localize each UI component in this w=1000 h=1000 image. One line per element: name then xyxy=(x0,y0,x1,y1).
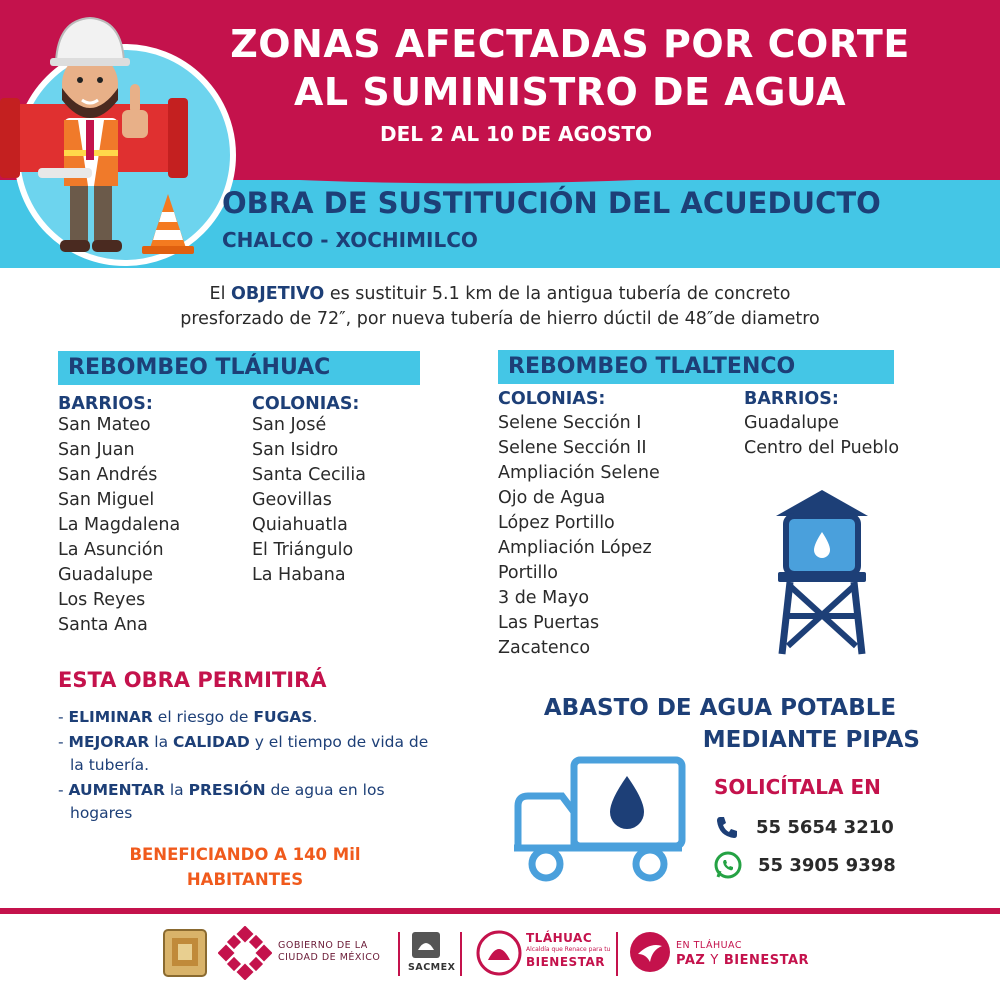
phone-number[interactable]: 55 5654 3210 xyxy=(756,816,894,838)
barrio-item: Centro del Pueblo xyxy=(744,438,900,458)
main-title-line2: AL SUMINISTRO DE AGUA xyxy=(294,70,846,114)
colonia-item: 3 de Mayo xyxy=(498,588,590,608)
sacmex-text: SACMEX xyxy=(408,962,456,973)
colonia-item: Ampliación Selene xyxy=(498,463,660,483)
colonia-item: López Portillo xyxy=(498,513,615,533)
abasto-heading: ABASTO DE AGUA POTABLE MEDIANTE PIPAS xyxy=(543,695,920,753)
barrio-item: Santa Ana xyxy=(58,615,148,635)
colonia-item: Santa Cecilia xyxy=(252,465,366,485)
solicitala-label: SOLICÍTALA EN xyxy=(714,775,881,799)
colonia-item: San José xyxy=(252,415,327,435)
colonia-item: Ampliación López xyxy=(498,538,652,558)
tlahuac-barrios-title: BARRIOS: xyxy=(58,394,153,414)
benefit-item: - MEJORAR la CALIDAD y el tiempo de vida de la tubería. xyxy=(58,733,429,774)
objective-paragraph xyxy=(60,282,940,332)
barrio-item: San Juan xyxy=(58,440,135,460)
colonia-item: Selene Sección I xyxy=(498,413,642,433)
footer-separator xyxy=(398,932,400,976)
water-truck-icon xyxy=(510,756,686,884)
benefit-item: - ELIMINAR el riesgo de FUGAS. xyxy=(58,708,318,726)
phone-row[interactable] xyxy=(714,812,894,842)
objective-line2: presforzado de 72″, por nueva tubería de hierro dúctil de 48″de diametro xyxy=(180,309,820,329)
traffic-cone-icon xyxy=(138,190,198,258)
barrio-item: La Asunción xyxy=(58,540,164,560)
obra-heading: OBRA DE SUSTITUCIÓN DEL ACUEDUCTO xyxy=(222,186,881,220)
tlaltenco-colonias-list xyxy=(498,411,660,661)
colonia-item: Ojo de Agua xyxy=(498,488,606,508)
tlaltenco-barrios-list xyxy=(744,411,899,461)
tlahuac-logo xyxy=(476,930,522,976)
tlaltenco-heading: REBOMBEO TLALTENCO xyxy=(498,350,894,384)
tlaltenco-colonias-title: COLONIAS: xyxy=(498,389,606,409)
whatsapp-icon xyxy=(714,851,742,879)
tlahuac-barrios-list xyxy=(58,413,180,638)
colonia-item: Zacatenco xyxy=(498,638,591,658)
tlaltenco-barrios-title: BARRIOS: xyxy=(744,389,839,409)
beneficiando-text: BENEFICIANDO A 140 Mil HABITANTES xyxy=(129,845,361,889)
paz-bienestar-logo xyxy=(628,930,672,974)
dates-subtitle: DEL 2 AL 10 DE AGOSTO xyxy=(380,122,653,146)
coat-of-arms-logo xyxy=(162,928,208,980)
colonia-item: Portillo xyxy=(498,563,558,583)
colonia-item: La Habana xyxy=(252,565,346,585)
barrio-item: San Andrés xyxy=(58,465,158,485)
phone-icon xyxy=(714,814,740,840)
route-subheading: CHALCO - XOCHIMILCO xyxy=(222,228,478,252)
benefits-list xyxy=(58,706,438,827)
benefit-item: - AUMENTAR la PRESIÓN de agua en los hogares xyxy=(58,781,385,822)
footer-separator xyxy=(616,932,618,976)
tlahuac-colonias-title: COLONIAS: xyxy=(252,394,360,414)
permitira-heading: ESTA OBRA PERMITIRÁ xyxy=(58,668,327,692)
barrio-item: Guadalupe xyxy=(744,413,840,433)
objective-rest: es sustituir 5.1 km de la antigua tubería de concreto xyxy=(324,284,791,304)
colonia-item: Geovillas xyxy=(252,490,332,510)
gobierno-text: GOBIERNO DE LA CIUDAD DE MÉXICO xyxy=(278,940,381,963)
objective-keyword: OBJETIVO xyxy=(231,284,325,304)
tlahuac-heading: REBOMBEO TLÁHUAC xyxy=(58,351,420,385)
barrio-item: La Magdalena xyxy=(58,515,181,535)
en-tlahuac-text: EN TLÁHUAC xyxy=(676,940,743,951)
objective-lead: El xyxy=(209,284,232,304)
sacmex-logo xyxy=(410,930,442,960)
colonia-item: Selene Sección II xyxy=(498,438,647,458)
whatsapp-number[interactable]: 55 3905 9398 xyxy=(758,854,896,876)
tlahuac-colonias-list xyxy=(252,413,366,588)
barrio-item: Los Reyes xyxy=(58,590,146,610)
barrio-item: San Miguel xyxy=(58,490,155,510)
colonia-item: San Isidro xyxy=(252,440,339,460)
main-title-line1: ZONAS AFECTADAS POR CORTE xyxy=(230,22,910,66)
whatsapp-row[interactable] xyxy=(714,850,896,880)
colonia-item: Quiahuatla xyxy=(252,515,348,535)
barrio-item: Guadalupe xyxy=(58,565,154,585)
colonia-item: El Triángulo xyxy=(252,540,354,560)
paz-bienestar-text: PAZ Y BIENESTAR xyxy=(676,953,810,968)
tlahuac-text: TLÁHUAC xyxy=(526,931,593,945)
colonia-item: Las Puertas xyxy=(498,613,600,633)
water-tower-icon xyxy=(772,486,872,658)
cdmx-logo xyxy=(218,926,272,980)
footer-separator xyxy=(460,932,462,976)
tlahuac-small-text: Alcaldía que Renace para tu xyxy=(526,946,611,953)
barrio-item: San Mateo xyxy=(58,415,151,435)
bienestar-text: BIENESTAR xyxy=(526,955,605,969)
